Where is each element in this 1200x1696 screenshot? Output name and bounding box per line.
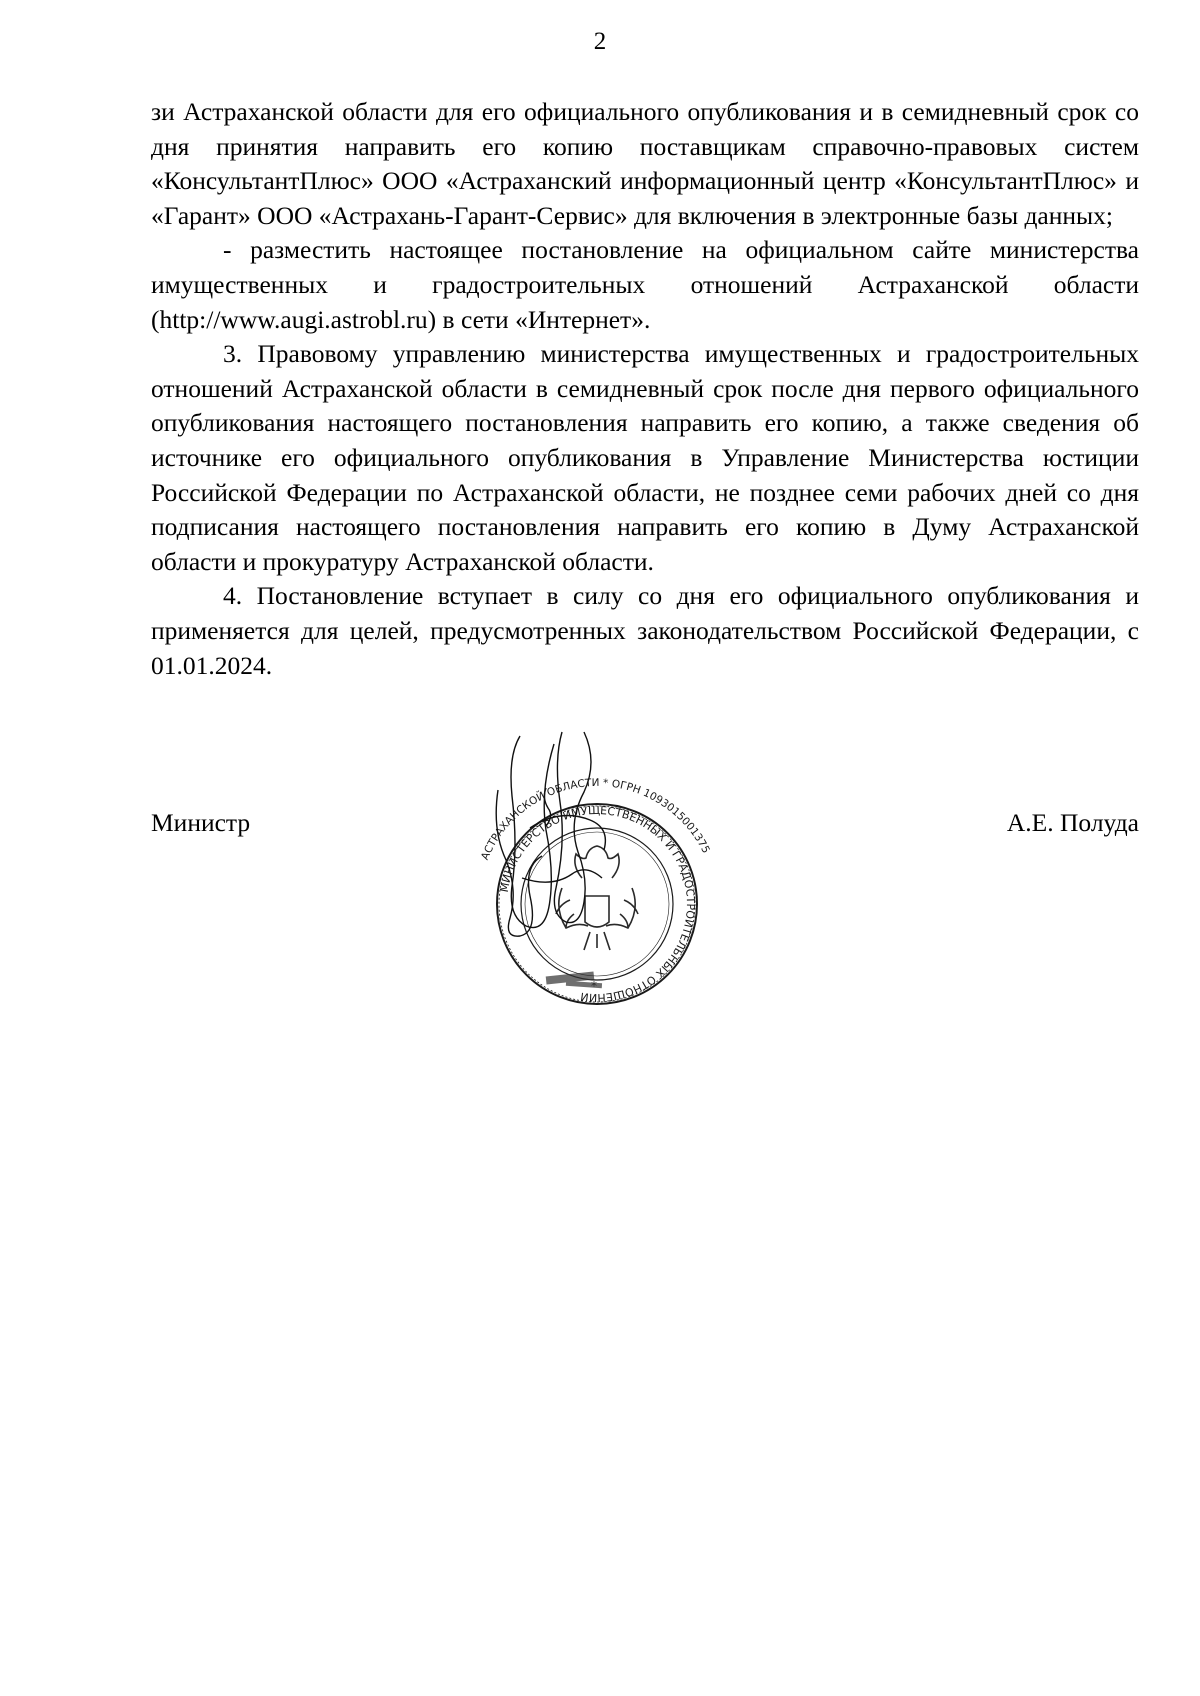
document-body <box>151 95 1139 683</box>
signatory-name: А.Е. Полуда <box>1006 808 1139 837</box>
signatory-title: Министр <box>151 808 251 837</box>
paragraph-item-4: 4. Постановление вступает в силу со дня его официального опубликования и применяется для целей, предусмотренных законодательством Российской Федерации, с 01.01.2024. <box>151 581 1139 680</box>
official-seal <box>462 728 732 1010</box>
paragraph-continuation: зи Астраханской области для его официального опубликования и в семидневный срок со дня принятия направить его копию поставщикам справочно-правовых систем «КонсультантПлюс» ООО «Астраханский информационный центр «КонсультантПлюс» и «Гарант» ООО «Астрахань-Гарант-Сервис» для включения в электронные базы данных; <box>151 97 1139 230</box>
paragraph-item-3: 3. Правовому управлению министерства имущественных и градостроительных отношений Астраханской области в семидневный срок после дня первого официального опубликования настоящего постановления направить его копию, а также сведения об источнике его официального опубликования в Управление Министерства юстиции Российской Федерации по Астраханской области, не позднее семи рабочих дней со дня подписания настоящего постановления направить его копию в Думу Астраханской области и прокуратуру Астраханской области. <box>151 339 1139 576</box>
eagle-emblem-icon <box>556 846 638 950</box>
signature-scribble <box>496 732 605 936</box>
seal-inner-text: АСТРАХАНСКОЙ ОБЛАСТИ * ОГРН 1093015001375 <box>478 776 712 862</box>
seal-outer-text: МИНИСТЕРСТВО ИМУЩЕСТВЕННЫХ И ГРАДОСТРОИТЕЛЬНЫХ ОТНОШЕНИЙ <box>497 803 698 1005</box>
page-number: 2 <box>593 28 607 55</box>
paragraph-website: - разместить настоящее постановление на официальном сайте министерства имущественных и градостроительных отношений Астраханской области (http://www.augi.astrobl.ru) в сети «Интернет». <box>151 235 1139 334</box>
